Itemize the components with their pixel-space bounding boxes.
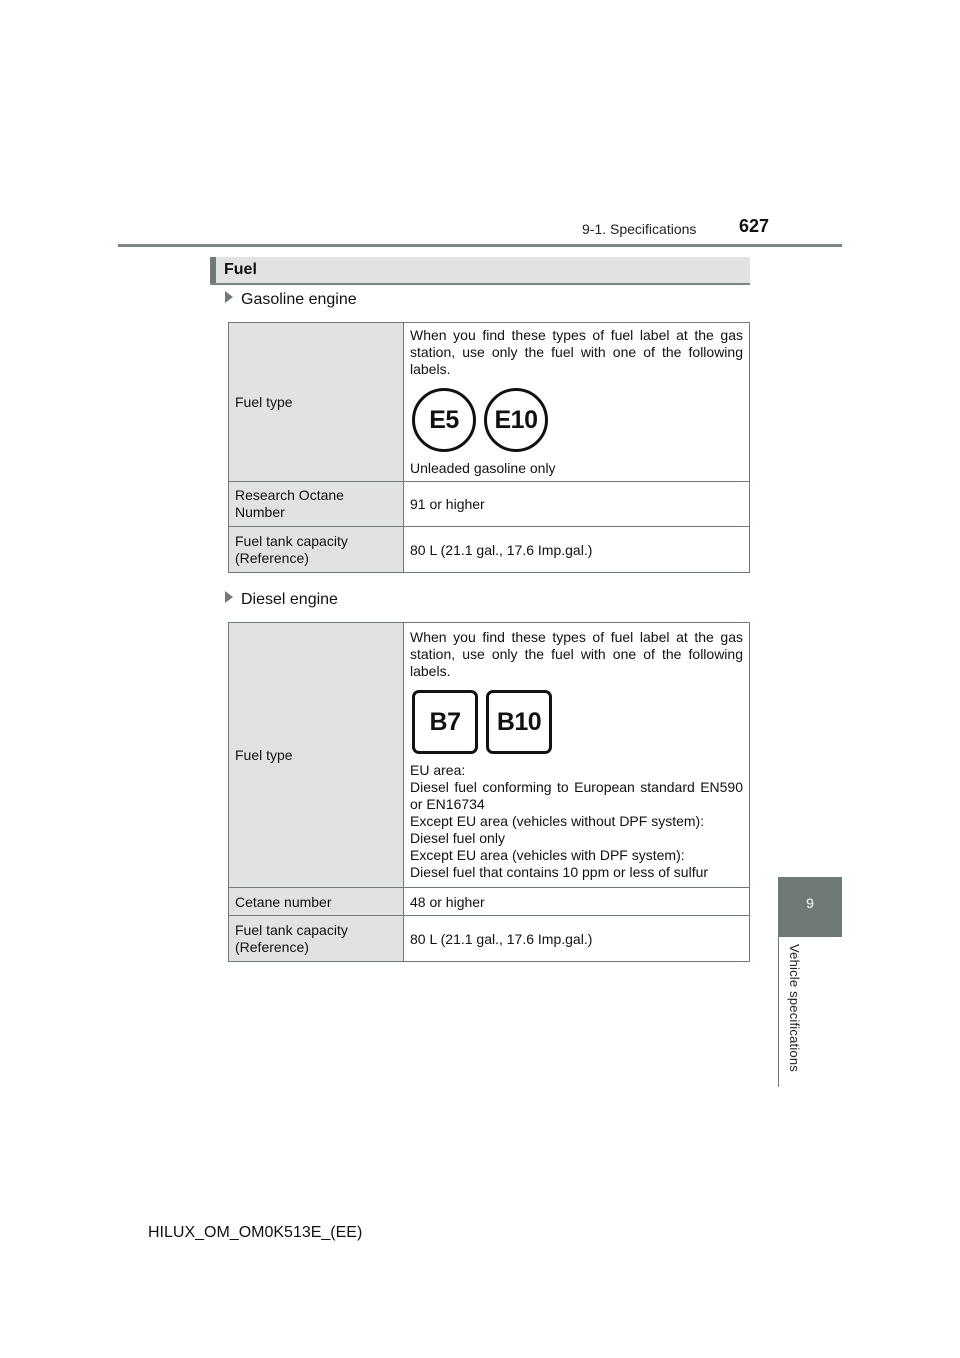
row-label: Fuel type <box>229 623 404 888</box>
fuel-label-b10-icon: B10 <box>486 690 552 754</box>
diesel-heading <box>225 591 338 609</box>
fuel-label-badges <box>412 388 743 452</box>
row-label: Research Octane Number <box>229 482 404 527</box>
row-value <box>404 623 750 888</box>
fuel-label-b7-icon: B7 <box>412 690 478 754</box>
fuel-line: Diesel fuel only <box>410 830 505 846</box>
fuel-line: Except EU area (vehicles with DPF system): <box>410 847 685 863</box>
fuel-label-badges <box>412 690 743 754</box>
diesel-spec-table <box>228 622 750 962</box>
arrow-right-icon <box>225 591 233 603</box>
fuel-line: Diesel fuel conforming to European standard EN590 or EN16734 <box>410 779 743 812</box>
fuel-label-intro: When you find these types of fuel label at the gas station, use only the fuel with one of the following labels. <box>410 327 743 377</box>
arrow-right-icon <box>225 291 233 303</box>
fuel-note: Unleaded gasoline only <box>410 460 556 476</box>
chapter-label: Vehicle specifications <box>787 944 802 1072</box>
row-value: 48 or higher <box>404 888 750 916</box>
section-title: Fuel <box>224 261 257 278</box>
row-value: 91 or higher <box>404 482 750 527</box>
row-label: Fuel tank capacity (Reference) <box>229 916 404 962</box>
row-label: Cetane number <box>229 888 404 916</box>
gasoline-heading-text: Gasoline engine <box>241 291 357 308</box>
page-number: 627 <box>739 216 770 236</box>
row-label: Fuel tank capacity (Reference) <box>229 527 404 573</box>
row-value: 80 L (21.1 gal., 17.6 Imp.gal.) <box>404 527 750 573</box>
section-heading-accent <box>210 257 216 283</box>
fuel-line: EU area: <box>410 762 466 778</box>
chapter-tab <box>778 877 842 937</box>
table-row <box>229 323 750 482</box>
section-heading <box>210 257 750 285</box>
header-rule <box>118 244 842 247</box>
footer-document-code: HILUX_OM_OM0K513E_(EE) <box>148 1224 363 1241</box>
fuel-label-e10-icon: E10 <box>484 388 548 452</box>
row-label: Fuel type <box>229 323 404 482</box>
gasoline-spec-table <box>228 322 750 573</box>
row-value: 80 L (21.1 gal., 17.6 Imp.gal.) <box>404 916 750 962</box>
header-section-title: 9-1. Specifications <box>582 221 697 237</box>
chapter-tab-line <box>778 937 779 1087</box>
table-row <box>229 482 750 527</box>
fuel-label-intro: When you find these types of fuel label at the gas station, use only the fuel with one of the following labels. <box>410 629 743 679</box>
diesel-heading-text: Diesel engine <box>241 591 338 608</box>
fuel-line: Diesel fuel that contains 10 ppm or less of sulfur <box>410 864 709 880</box>
table-row <box>229 888 750 916</box>
chapter-number: 9 <box>806 895 814 911</box>
fuel-label-e5-icon: E5 <box>412 388 476 452</box>
row-value <box>404 323 750 482</box>
fuel-line: Except EU area (vehicles without DPF system): <box>410 813 705 829</box>
table-row <box>229 916 750 962</box>
table-row <box>229 527 750 573</box>
gasoline-heading <box>225 291 357 309</box>
table-row <box>229 623 750 888</box>
